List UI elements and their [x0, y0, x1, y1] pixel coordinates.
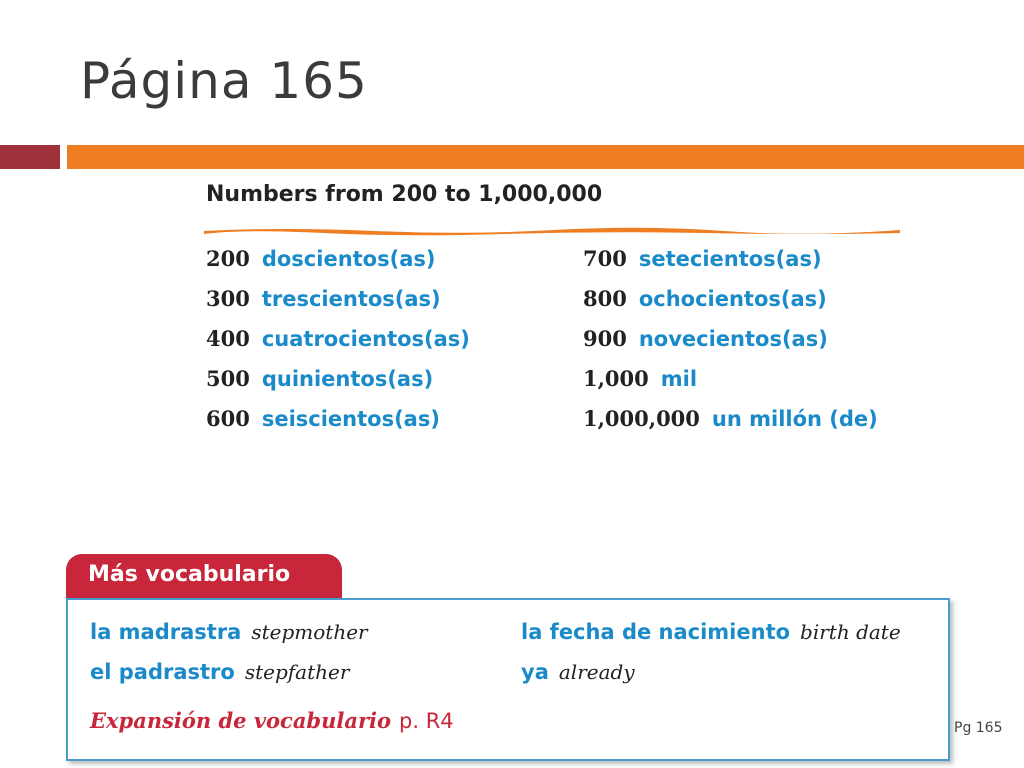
vocab-english: stepfather: [244, 660, 350, 684]
vocab-english: birth date: [800, 620, 901, 644]
number-value: 200: [206, 246, 250, 271]
page-reference: Pg 165: [954, 720, 1003, 736]
number-row: [206, 283, 470, 323]
vocab-item: [521, 660, 635, 684]
number-word: cuatrocientos(as): [261, 327, 470, 351]
number-value: 700: [583, 246, 627, 271]
number-word: quinientos(as): [261, 367, 434, 391]
number-row: [583, 323, 878, 363]
title-accent-bar-red: [0, 145, 60, 169]
vocab-english: stepmother: [251, 620, 368, 644]
number-row: [206, 243, 470, 283]
number-row: [583, 363, 878, 403]
number-value: 900: [583, 326, 627, 351]
number-row: [206, 323, 470, 363]
title-accent-bar-orange: [67, 145, 1024, 169]
vocab-item: [90, 620, 368, 644]
numbers-column-left: [206, 243, 470, 443]
vocab-expansion-label: Expansión de vocabulario: [90, 708, 392, 733]
vocab-spanish: el padrastro: [90, 660, 235, 684]
vocab-spanish: ya: [521, 660, 549, 684]
numbers-heading: Numbers from 200 to 1,000,000: [206, 182, 603, 207]
number-value: 600: [206, 406, 250, 431]
number-value: 500: [206, 366, 250, 391]
number-row: [583, 403, 878, 443]
number-word: setecientos(as): [638, 247, 822, 271]
heading-underline-stroke: [204, 226, 900, 236]
number-row: [583, 243, 878, 283]
number-word: mil: [660, 367, 698, 391]
number-word: doscientos(as): [261, 247, 436, 271]
vocab-english: already: [558, 660, 635, 684]
number-word: novecientos(as): [638, 327, 828, 351]
number-value: 800: [583, 286, 627, 311]
number-value: 400: [206, 326, 250, 351]
vocab-item: [90, 660, 349, 684]
vocab-expansion-ref: p. R4: [399, 709, 454, 733]
vocab-tab: [66, 554, 342, 598]
vocab-item: [521, 620, 901, 644]
number-word: trescientos(as): [261, 287, 441, 311]
vocab-expansion: [90, 708, 454, 733]
vocab-tab-label: Más vocabulario: [88, 562, 291, 587]
vocab-box: [66, 598, 950, 761]
page-title: Página 165: [80, 52, 368, 110]
number-word: ochocientos(as): [638, 287, 827, 311]
vocab-spanish: la madrastra: [90, 620, 242, 644]
number-row: [583, 283, 878, 323]
number-word: seiscientos(as): [261, 407, 440, 431]
number-word: un millón (de): [711, 407, 878, 431]
number-row: [206, 403, 470, 443]
number-row: [206, 363, 470, 403]
number-value: 1,000,000: [583, 406, 700, 431]
vocab-spanish: la fecha de nacimiento: [521, 620, 791, 644]
numbers-column-right: [583, 243, 878, 443]
number-value: 300: [206, 286, 250, 311]
number-value: 1,000: [583, 366, 649, 391]
